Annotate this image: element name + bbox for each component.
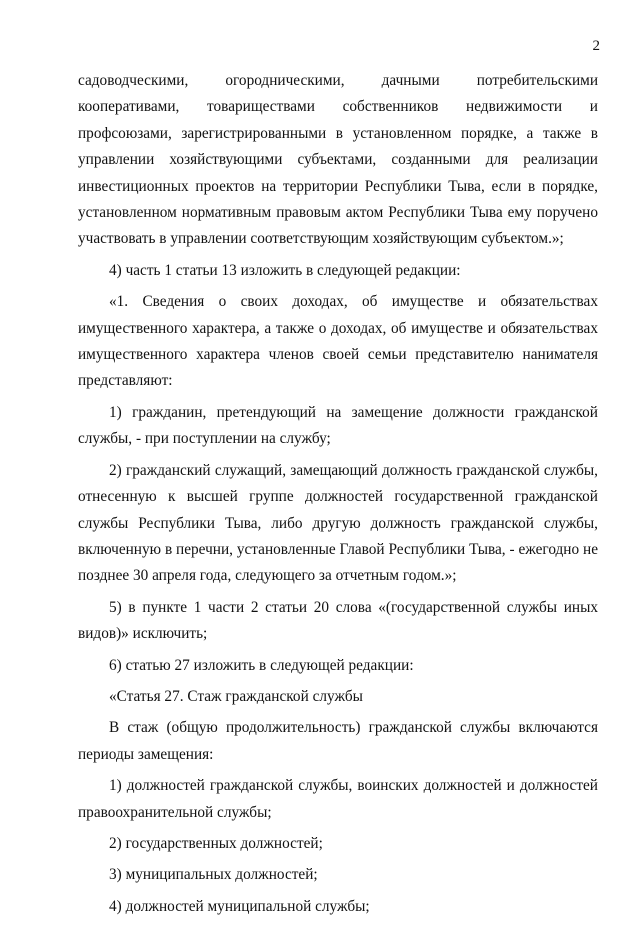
paragraph-article-intro: В стаж (общую продолжительность) гражданской службы включаются периоды замещения:: [78, 719, 598, 763]
list-item-4: 4) должностей муниципальной службы;: [109, 897, 370, 915]
list-item-2: 2) государственных должностей;: [109, 834, 323, 852]
paragraph-quote-start: «1. Сведения о своих доходах, об имуществе и обязательствах имущественного характера, а также о доходах, об имуществе и обязательствах имущественного характера членов своей семьи представителю нанимателя представляют:: [78, 293, 598, 390]
document-body: [78, 68, 598, 925]
paragraph-item-5: 5) в пункте 1 части 2 статьи 20 слова «(государственной службы иных видов)» исключить;: [78, 598, 598, 643]
list-item-3: 3) муниципальных должностей;: [109, 866, 318, 884]
article-heading: «Статья 27. Стаж гражданской службы: [109, 687, 363, 705]
paragraph-item-4: 4) часть 1 статьи 13 изложить в следующей редакции:: [109, 261, 461, 279]
page-number: 2: [592, 38, 600, 54]
paragraph-continuation: садоводческими, огородническими, дачными потребительскими кооперативами, товариществами собственников недвижимости и профсоюзами, зарегистрированными в установленном порядке, а также в управлении хозяйствующими субъектами, созданными для реализации инвестиционных проектов на территории Республики Тыва, если в порядке, установленном нормативным правовым актом Республики Тыва ему поручено участвовать в управлении соответствующим хозяйствующим субъектом.»;: [78, 72, 598, 248]
paragraph-sub-item-1: 1) гражданин, претендующий на замещение должности гражданской службы, - при поступлении на службу;: [78, 403, 598, 448]
list-item-1: 1) должностей гражданской службы, воинских должностей и должностей правоохранительной службы;: [78, 777, 598, 821]
paragraph-sub-item-2: 2) гражданский служащий, замещающий должность гражданской службы, отнесенную к высшей группе должностей государственной гражданской службы Республики Тыва, либо другую должность гражданской службы, включенную в перечни, установленные Главой Республики Тыва, - ежегодно не позднее 30 апреля года, следующего за отчетным годом.»;: [78, 461, 598, 585]
paragraph-item-6: 6) статью 27 изложить в следующей редакции:: [109, 656, 414, 674]
